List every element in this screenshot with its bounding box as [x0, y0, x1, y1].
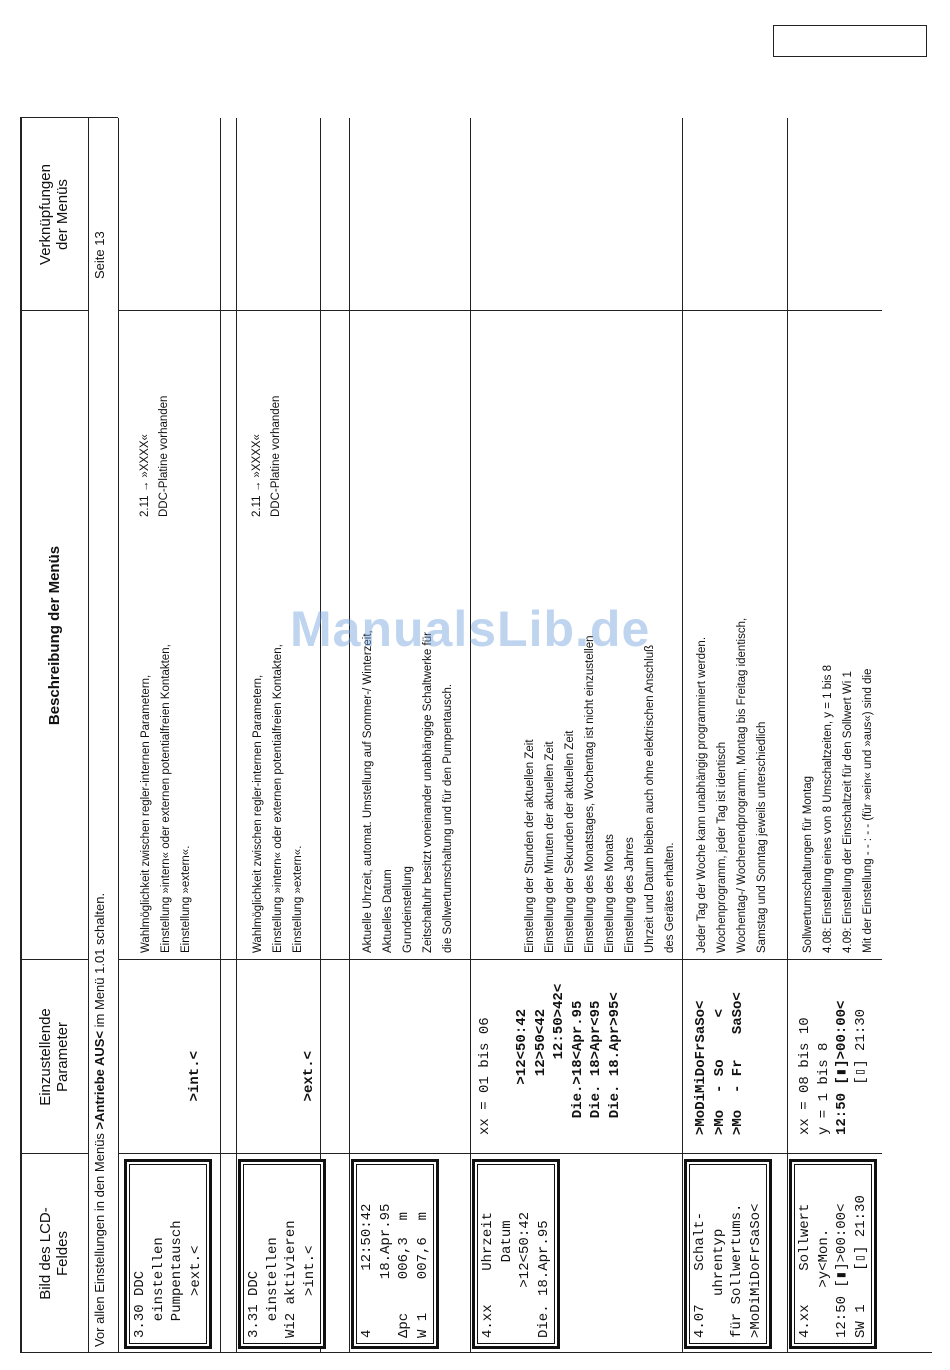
desc-3-30: Wahlmöglichkeit zwischen regler-internen Parametern, Einstellung »intern« oder externen potentialfreien Kontakten, Einstellung »extern«.	[140, 644, 192, 953]
lcd-4-overview: 4 12:50:42 18.Apr.95 Δpc 006,3 m W 1 007,6 m	[351, 1159, 439, 1349]
param-3-31: >ext.<	[300, 1050, 317, 1135]
lcd-4-07: 4.07 Schalt- uhrentyp für Sollwertums. >MoDiMiDoFrSaSo<	[684, 1159, 772, 1349]
header-description: Beschreibung der Menüs	[45, 545, 63, 726]
page-reference: Seite 13	[92, 231, 107, 279]
lcd-4-uhrzeit: 4.xx Uhrzeit Datum >12<50:42 Die. 18.Apr.95	[472, 1159, 560, 1349]
header-lcd: Bild des LCD- Feldes	[37, 1207, 71, 1300]
links-3-31: 2.11 → »XXXX« DDC-Platine vorhanden	[251, 395, 282, 517]
note-antriebe: Vor allen Einstellungen in den Menüs >Antriebe AUS< im Menü 1.01 schalten.	[92, 892, 107, 1347]
watermark: ManualsLib.de	[290, 601, 651, 657]
footer-rule	[20, 1352, 932, 1353]
header-parameter: Einzustellende Parameter	[37, 1008, 71, 1106]
lcd-4-sollwert: 4.xx Sollwert >y<Mon. 12:50 [▮]>00:00< SW 1 [▯] 21:30	[789, 1159, 877, 1349]
param-4-uhrzeit: xx = 01 bis 06 >12<50:42 12>50<42 12:50>42< Die.>18<Apr.95 Die. 18>Apr<95 Die. 18.Apr>95<	[477, 983, 623, 1135]
desc-4-07: Jeder Tag der Woche kann unabhängig programmiert werden. Wochenprogramm, jeder Tag ist identisch Wochentag-/ Wochenendprogramm, Montag bis Freitag identisch, Samstag und Sonntag jeweils unterschiedlich	[696, 617, 768, 953]
page-number-box	[773, 25, 927, 57]
lcd-3-31: 3.31 DDC einstellen Wi2 aktivieren >int.<	[238, 1159, 326, 1349]
param-3-30: >int.<	[186, 1050, 203, 1135]
desc-4-sollwert: Sollwertumschaltungen für Montag 4.08: Einstellung eines von 8 Umschaltzeiten, y = 1 bis 8 4.09: Einstellung der Einschaltzeit für den Sollwert Wi 1 Mit der Einstellung - - : - - (für »ein« und »aus«) sind die	[802, 665, 874, 953]
lcd-3-30: 3.30 DDC einstellen Pumpentausch >ext.<	[124, 1159, 212, 1349]
desc-4-uhrzeit: Einstellung der Stunden der aktuellen Zeit Einstellung der Minuten der aktuellen Zeit Einstellung der Sekunden der aktuellen Zeit Einstellung des Monatstages, Wochentag ist nicht einzustellen Einstellung des Monats Einstellung des Jahres Uhrzeit und Datum bleiben auch ohne elektrischen Anschluß des Gerätes erhalten.	[524, 635, 676, 953]
desc-3-31: Wahlmöglichkeit zwischen regler-internen Parametern, Einstellung »intern« oder externen potentialfreien Kontakten, Einstellung »extern«.	[252, 644, 304, 953]
param-4-07: >MoDiMiDoFrSaSo< >Mo - So < >Mo - Fr SaSo<	[693, 992, 746, 1135]
links-3-30: 2.11 → »XXXX« DDC-Platine vorhanden	[139, 395, 170, 517]
param-4-sollwert: xx = 08 bis 10 y = 1 bis 8 12:50 [▮]>00:00< [▯] 21:30	[797, 1000, 869, 1135]
header-links: Verknüpfungen der Menüs	[37, 164, 71, 265]
rotated-table	[20, 118, 882, 1353]
desc-4-overview: Aktuelle Uhrzeit, automat. Umstellung auf Sommer-/ Winterzeit, Aktuelles Datum Grundeinstellung Zeitschaltuhr besitzt voneinander unabhängige Schaltwerke für die Sollwertumschaltung und für den Pumpentausch.	[362, 630, 454, 953]
